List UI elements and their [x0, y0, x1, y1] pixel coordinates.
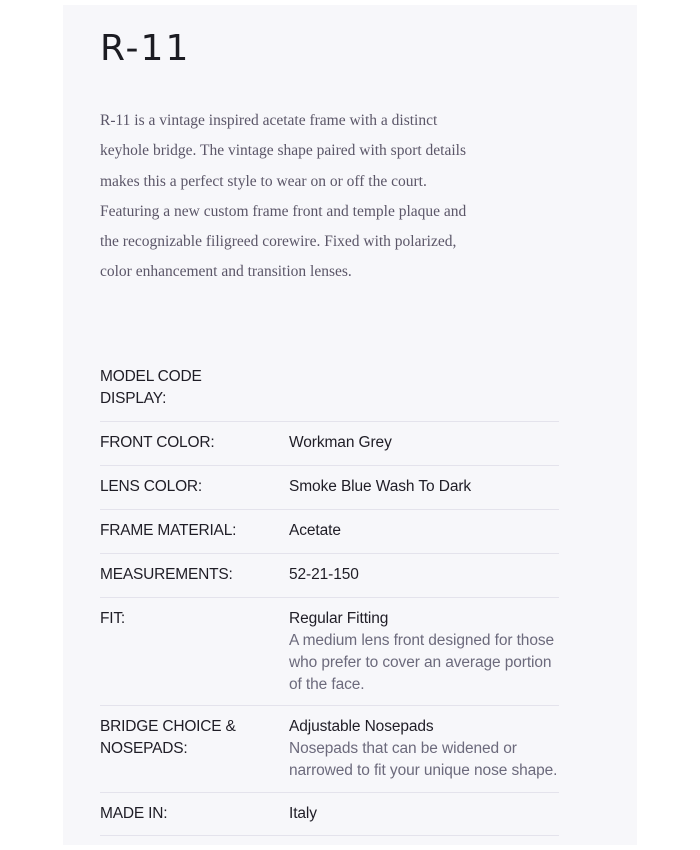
spec-value-main: Smoke Blue Wash To Dark — [289, 478, 472, 495]
spec-value — [289, 564, 559, 587]
spec-label: MADE IN: — [100, 805, 168, 822]
spec-value-detail: A medium lens front designed for those who prefer to cover an average portion of the face. — [289, 632, 555, 693]
spec-value — [289, 432, 559, 455]
spec-value — [289, 366, 559, 411]
spec-value — [289, 716, 559, 782]
spec-row-frame-material — [100, 510, 559, 554]
spec-row-measurements — [100, 554, 559, 598]
product-title: R-11 — [100, 28, 191, 69]
spec-value-detail: Nosepads that can be widened or narrowed to fit your unique nose shape. — [289, 740, 558, 779]
spec-value-main: Regular Fitting — [289, 610, 389, 627]
spec-label: MODEL CODE DISPLAY: — [100, 368, 202, 407]
spec-value-main: Acetate — [289, 522, 341, 539]
spec-value-main: Italy — [289, 805, 317, 822]
spec-value-main: Adjustable Nosepads — [289, 718, 434, 735]
spec-row-made-in — [100, 793, 559, 836]
spec-value — [289, 803, 559, 825]
spec-row-bridge-choice-nosepads — [100, 706, 559, 793]
product-details-panel — [63, 5, 637, 845]
spec-value — [289, 608, 559, 695]
spec-label: FIT: — [100, 610, 126, 627]
spec-label: BRIDGE CHOICE & NOSEPADS: — [100, 718, 236, 757]
spec-value — [289, 520, 559, 543]
spec-value-main: Workman Grey — [289, 434, 392, 451]
spec-label: LENS COLOR: — [100, 478, 203, 495]
spec-value-main: 52-21-150 — [289, 566, 359, 583]
spec-label: MEASUREMENTS: — [100, 566, 233, 583]
product-description: R-11 is a vintage inspired acetate frame with a distinct keyhole bridge. The vintage shape paired with sport details makes this a perfect style to wear on or off the court. Featuring a new custom frame front and temple plaque and the recognizable filigreed corewire. Fixed with polarized, color enhancement and transition lenses. — [100, 112, 467, 281]
spec-label: FRONT COLOR: — [100, 434, 215, 451]
spec-row-lens-color — [100, 466, 559, 510]
spec-row-model-code-display — [100, 360, 559, 422]
spec-row-fit — [100, 598, 559, 706]
spec-value — [289, 476, 559, 499]
specs-table — [100, 360, 559, 836]
spec-label: FRAME MATERIAL: — [100, 522, 237, 539]
spec-row-front-color — [100, 422, 559, 466]
